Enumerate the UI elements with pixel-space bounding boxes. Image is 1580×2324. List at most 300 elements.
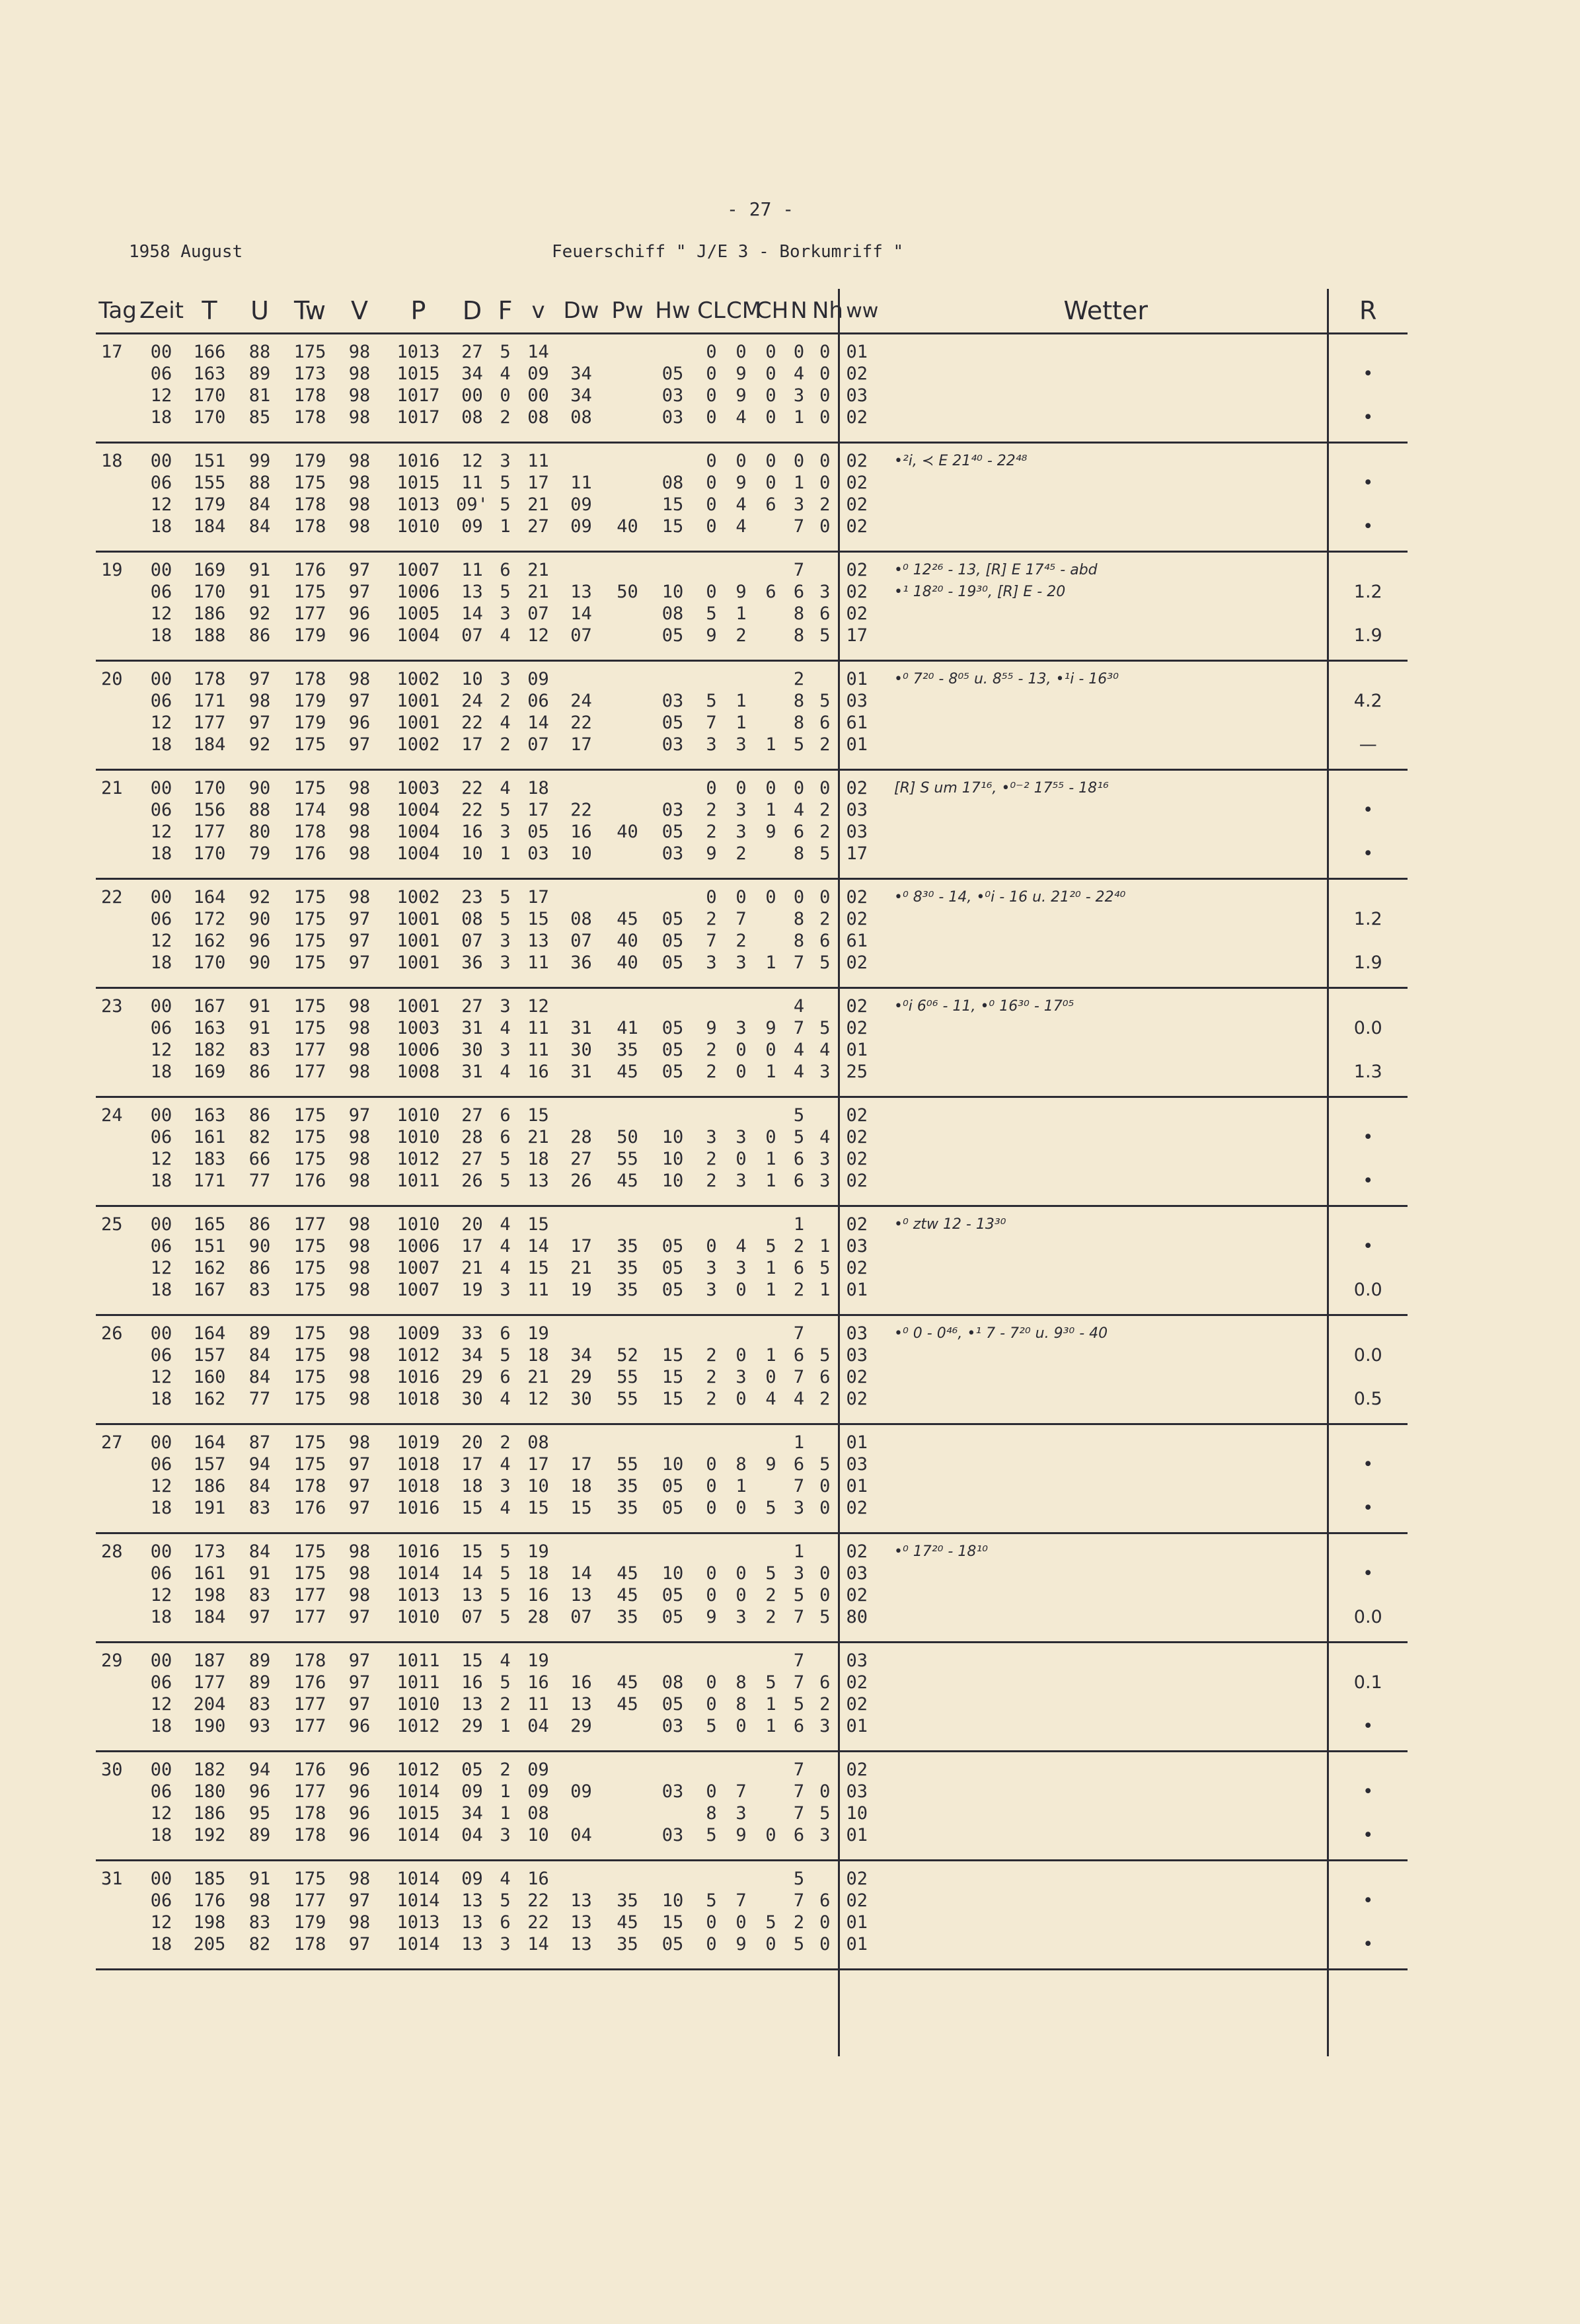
table-row <box>96 1824 1408 1861</box>
cell-dw: 34 <box>570 364 592 384</box>
cell-cl: 0 <box>706 1454 717 1475</box>
cell-n: 6 <box>793 1258 805 1278</box>
cell-d: 31 <box>461 1018 483 1038</box>
cell-hw <box>649 770 696 800</box>
cell-t: 178 <box>193 669 226 689</box>
table-row <box>96 1170 1408 1206</box>
cell-cl <box>696 988 726 1018</box>
cell-p: 1013 <box>396 494 440 515</box>
cell-n: 7 <box>793 1476 805 1496</box>
cell-hw: 10 <box>661 1454 684 1475</box>
cell-r <box>1328 1584 1408 1606</box>
cell-ww: 02 <box>839 1693 885 1715</box>
cell-f: 5 <box>500 1171 511 1191</box>
cell-pw: 55 <box>617 1149 638 1169</box>
cell-r: • <box>1363 1171 1374 1191</box>
cell-v: 97 <box>348 734 371 755</box>
cell-v: 98 <box>348 1236 371 1257</box>
cell-cl: 5 <box>706 603 717 624</box>
cell-tag <box>96 407 139 443</box>
cell-dw: 04 <box>570 1825 592 1845</box>
cell-nh: 5 <box>819 843 831 864</box>
cell-d: 14 <box>461 1563 483 1584</box>
cell-r: • <box>1363 407 1374 428</box>
cell-ch: 0 <box>765 887 776 908</box>
cell-v: 98 <box>348 451 371 471</box>
table-row <box>96 1039 1408 1061</box>
cell-ch <box>756 908 786 930</box>
cell-tag <box>96 734 139 770</box>
cell-v: 96 <box>348 1803 371 1824</box>
cell-dw: 13 <box>570 1694 592 1715</box>
cell-wetter: •⁰ 12²⁶ - 13, [R] E 17⁴⁵ - abd <box>885 552 1328 582</box>
cell-v: 96 <box>348 603 371 624</box>
cell-hw: 05 <box>661 1607 684 1627</box>
cell-zeit: 06 <box>150 1345 172 1366</box>
cell-tag <box>96 1933 139 1970</box>
cell-tw: 175 <box>293 1149 326 1169</box>
cell-u: 89 <box>248 1650 271 1671</box>
cell-tw: 175 <box>293 734 326 755</box>
cell-zeit: 18 <box>150 1825 172 1845</box>
cell-r <box>1328 1257 1408 1279</box>
cell-pw <box>606 472 649 494</box>
cell-n: 4 <box>793 1040 805 1060</box>
table-row <box>96 581 1408 603</box>
table-row <box>96 472 1408 494</box>
cell-ww: 02 <box>839 1890 885 1912</box>
cell-ch: 4 <box>765 1389 776 1409</box>
cell-u: 84 <box>248 494 271 515</box>
cell-pw: 40 <box>617 822 638 842</box>
cell-cm: 1 <box>735 603 747 624</box>
cell-cl: 0 <box>706 364 717 384</box>
cell-cm: 0 <box>735 778 747 798</box>
cell-cm: 7 <box>735 909 747 929</box>
cell-cm <box>726 1861 756 1890</box>
table-row <box>96 1781 1408 1802</box>
table-row <box>96 930 1408 952</box>
cell-ww: 02 <box>839 1097 885 1127</box>
cell-ch: 9 <box>765 1018 776 1038</box>
cell-pw: 52 <box>617 1345 638 1366</box>
cell-p: 1011 <box>396 1672 440 1693</box>
cell-n: 4 <box>793 996 805 1017</box>
cell-tw: 175 <box>293 1236 326 1257</box>
table-row <box>96 1315 1408 1345</box>
cell-hw: 05 <box>661 1062 684 1082</box>
cell-r <box>1328 1643 1408 1672</box>
cell-u: 94 <box>248 1760 271 1780</box>
cell-pw: 45 <box>617 1585 638 1606</box>
cell-wetter <box>885 1344 1328 1366</box>
cell-hw: 05 <box>661 1694 684 1715</box>
cell-v: 96 <box>348 713 371 733</box>
cell-v-speed: 16 <box>527 1869 549 1889</box>
cell-tag <box>96 1693 139 1715</box>
cell-tw: 175 <box>293 1345 326 1366</box>
cell-hw: 05 <box>661 1498 684 1518</box>
table-row <box>96 407 1408 443</box>
cell-u: 91 <box>248 1018 271 1038</box>
table-row <box>96 952 1408 988</box>
cell-pw <box>606 879 649 909</box>
cell-wetter: •⁰ ztw 12 - 13³⁰ <box>885 1206 1328 1236</box>
cell-ww: 01 <box>839 1475 885 1497</box>
table-row <box>96 799 1408 821</box>
cell-pw: 40 <box>617 952 638 973</box>
cell-wetter: •⁰ 8³⁰ - 14, •⁰i - 16 u. 21²⁰ - 22⁴⁰ <box>885 879 1328 909</box>
cell-d: 23 <box>461 887 483 908</box>
cell-tag <box>96 1584 139 1606</box>
cell-f: 3 <box>500 1040 511 1060</box>
cell-tw: 175 <box>293 1018 326 1038</box>
cell-r <box>1328 443 1408 473</box>
cell-t: 176 <box>193 1890 226 1911</box>
cell-u: 83 <box>248 1694 271 1715</box>
cell-pw <box>606 1861 649 1890</box>
cell-r: 0.0 <box>1353 1280 1382 1300</box>
cell-nh <box>812 1861 839 1890</box>
cell-pw: 35 <box>617 1934 638 1955</box>
cell-t: 204 <box>193 1694 226 1715</box>
cell-v: 98 <box>348 1432 371 1453</box>
cell-t: 167 <box>193 1280 226 1300</box>
cell-v: 98 <box>348 669 371 689</box>
cell-d: 26 <box>461 1171 483 1191</box>
cell-tw: 175 <box>293 1127 326 1147</box>
cell-cm <box>726 1315 756 1345</box>
cell-pw <box>606 661 649 691</box>
cell-pw: 45 <box>617 1672 638 1693</box>
cell-tw: 179 <box>293 691 326 711</box>
cell-d: 15 <box>461 1650 483 1671</box>
cell-v-speed: 15 <box>527 1498 549 1518</box>
cell-p: 1001 <box>396 931 440 951</box>
cell-n: 7 <box>793 1323 805 1344</box>
cell-v: 97 <box>348 1694 371 1715</box>
cell-pw: 45 <box>617 1694 638 1715</box>
cell-tag <box>96 1453 139 1475</box>
cell-cm: 4 <box>735 1236 747 1257</box>
cell-f: 4 <box>500 1258 511 1278</box>
cell-t: 177 <box>193 822 226 842</box>
cell-r <box>1328 1097 1408 1127</box>
cell-ch: 0 <box>765 364 776 384</box>
col-header-wetter: Wetter <box>885 289 1328 334</box>
cell-tw: 175 <box>293 473 326 493</box>
cell-zeit: 06 <box>150 1127 172 1147</box>
cell-wetter <box>885 1366 1328 1388</box>
cell-ww: 01 <box>839 1424 885 1454</box>
cell-v-speed: 17 <box>527 1454 549 1475</box>
cell-pw <box>606 1824 649 1861</box>
cell-dw: 07 <box>570 931 592 951</box>
cell-cm: 3 <box>735 1127 747 1147</box>
cell-cl: 0 <box>706 1476 717 1496</box>
cell-d: 34 <box>461 1345 483 1366</box>
cell-tag <box>96 1497 139 1533</box>
cell-t: 182 <box>193 1040 226 1060</box>
col-header-f: F <box>490 289 520 334</box>
cell-cm: 3 <box>735 1258 747 1278</box>
cell-v: 98 <box>348 887 371 908</box>
cell-zeit: 06 <box>150 691 172 711</box>
cell-d: 13 <box>461 1912 483 1933</box>
cell-v-speed: 03 <box>527 843 549 864</box>
cell-p: 1002 <box>396 887 440 908</box>
cell-tw: 176 <box>293 560 326 580</box>
cell-u: 77 <box>248 1171 271 1191</box>
cell-r <box>1328 385 1408 407</box>
cell-n: 5 <box>793 1694 805 1715</box>
cell-n: 7 <box>793 1803 805 1824</box>
cell-cl: 2 <box>706 1367 717 1387</box>
cell-p: 1001 <box>396 996 440 1017</box>
cell-v-speed: 08 <box>527 407 549 428</box>
col-header-pw: Pw <box>606 289 649 334</box>
cell-n: 7 <box>793 1607 805 1627</box>
cell-r: • <box>1363 1454 1374 1475</box>
cell-v: 98 <box>348 800 371 820</box>
cell-v: 96 <box>348 1760 371 1780</box>
cell-cl: 0 <box>706 494 717 515</box>
cell-d: 00 <box>461 385 483 406</box>
cell-t: 162 <box>193 1258 226 1278</box>
cell-cm: 8 <box>735 1454 747 1475</box>
cell-cl: 2 <box>706 1345 717 1366</box>
cell-p: 1017 <box>396 385 440 406</box>
cell-u: 77 <box>248 1389 271 1409</box>
cell-tag <box>96 1279 139 1315</box>
col-header-n: N <box>786 289 812 334</box>
cell-t: 191 <box>193 1498 226 1518</box>
cell-pw: 35 <box>617 1280 638 1300</box>
cell-v-speed: 19 <box>527 1323 549 1344</box>
cell-ww: 01 <box>839 1933 885 1970</box>
cell-ch <box>756 1424 786 1454</box>
cell-u: 84 <box>248 1367 271 1387</box>
cell-cl: 2 <box>706 1171 717 1191</box>
table-row <box>96 363 1408 385</box>
cell-dw: 17 <box>570 1236 592 1257</box>
cell-dw: 08 <box>570 407 592 428</box>
cell-tw: 177 <box>293 1040 326 1060</box>
cell-d: 27 <box>461 1149 483 1169</box>
cell-v: 97 <box>348 1498 371 1518</box>
cell-wetter <box>885 407 1328 443</box>
cell-u: 83 <box>248 1280 271 1300</box>
cell-v-speed: 06 <box>527 691 549 711</box>
table-row <box>96 843 1408 879</box>
cell-zeit: 18 <box>150 516 172 537</box>
table-row <box>96 1533 1408 1563</box>
cell-cm: 0 <box>735 1149 747 1169</box>
cell-pw: 50 <box>617 582 638 602</box>
cell-tag <box>96 1672 139 1693</box>
cell-zeit: 18 <box>150 1607 172 1627</box>
cell-nh: 0 <box>819 407 831 428</box>
cell-f: 2 <box>500 407 511 428</box>
cell-pw <box>606 799 649 821</box>
cell-zeit: 00 <box>150 1869 172 1889</box>
cell-tw: 178 <box>293 407 326 428</box>
cell-cm: 0 <box>735 1040 747 1060</box>
cell-v-speed: 18 <box>527 778 549 798</box>
cell-ch <box>756 988 786 1018</box>
cell-wetter <box>885 1061 1328 1097</box>
cell-ww: 02 <box>839 770 885 800</box>
col-header-r: R <box>1328 289 1408 334</box>
cell-nh: 0 <box>819 1585 831 1606</box>
cell-u: 89 <box>248 1323 271 1344</box>
cell-t: 155 <box>193 473 226 493</box>
cell-cl: 0 <box>706 385 717 406</box>
cell-t: 182 <box>193 1760 226 1780</box>
cell-tag <box>96 1126 139 1148</box>
cell-wetter <box>885 1824 1328 1861</box>
cell-cm: 0 <box>735 451 747 471</box>
cell-zeit: 00 <box>150 669 172 689</box>
cell-nh: 0 <box>819 342 831 362</box>
cell-wetter <box>885 1606 1328 1643</box>
cell-d: 08 <box>461 407 483 428</box>
table-row <box>96 661 1408 691</box>
cell-u: 90 <box>248 909 271 929</box>
cell-f: 3 <box>500 1934 511 1955</box>
cell-hw: 03 <box>661 385 684 406</box>
cell-f: 5 <box>500 800 511 820</box>
cell-f: 6 <box>500 1323 511 1344</box>
col-header-ww: ww <box>839 289 885 334</box>
cell-ch: 0 <box>765 778 776 798</box>
cell-hw <box>649 1533 696 1563</box>
cell-wetter <box>885 1693 1328 1715</box>
cell-ch: 1 <box>765 1062 776 1082</box>
cell-ww: 03 <box>839 1315 885 1345</box>
cell-f: 4 <box>500 1498 511 1518</box>
table-row <box>96 516 1408 552</box>
cell-tag: 21 <box>101 778 123 798</box>
cell-pw <box>606 712 649 734</box>
cell-cm: 0 <box>735 1912 747 1933</box>
cell-wetter <box>885 1424 1328 1454</box>
cell-v-speed: 15 <box>527 1258 549 1278</box>
cell-dw <box>556 1206 606 1236</box>
cell-tag: 25 <box>101 1214 123 1235</box>
cell-dw <box>556 1643 606 1672</box>
cell-r <box>1328 712 1408 734</box>
cell-d: 16 <box>461 1672 483 1693</box>
cell-ww: 02 <box>839 1861 885 1890</box>
cell-u: 85 <box>248 407 271 428</box>
cell-d: 20 <box>461 1214 483 1235</box>
cell-wetter <box>885 908 1328 930</box>
cell-t: 163 <box>193 364 226 384</box>
cell-pw: 41 <box>617 1018 638 1038</box>
cell-t: 170 <box>193 843 226 864</box>
cell-ch <box>756 690 786 712</box>
cell-v-speed: 11 <box>527 1018 549 1038</box>
cell-t: 172 <box>193 909 226 929</box>
cell-dw: 30 <box>570 1389 592 1409</box>
col-header-nh: Nh <box>812 289 839 334</box>
cell-ww: 02 <box>839 581 885 603</box>
cell-nh <box>812 661 839 691</box>
cell-tw: 175 <box>293 1563 326 1584</box>
cell-hw: 03 <box>661 843 684 864</box>
cell-pw <box>606 1315 649 1345</box>
cell-v: 97 <box>348 1890 371 1911</box>
cell-u: 88 <box>248 473 271 493</box>
cell-u: 84 <box>248 516 271 537</box>
col-header-cm: CM <box>726 289 756 334</box>
cell-hw: 05 <box>661 1236 684 1257</box>
cell-tag <box>96 625 139 661</box>
cell-f: 2 <box>500 1760 511 1780</box>
cell-zeit: 12 <box>150 931 172 951</box>
cell-zeit: 00 <box>150 887 172 908</box>
cell-n: 8 <box>793 909 805 929</box>
cell-t: 170 <box>193 385 226 406</box>
cell-tag <box>96 1824 139 1861</box>
cell-cl: 9 <box>706 1018 717 1038</box>
cell-f: 3 <box>500 1280 511 1300</box>
cell-hw <box>649 988 696 1018</box>
cell-cm: 0 <box>735 1062 747 1082</box>
cell-v-speed: 12 <box>527 996 549 1017</box>
cell-cm: 9 <box>735 364 747 384</box>
cell-ww: 02 <box>839 494 885 516</box>
cell-f: 1 <box>500 1781 511 1802</box>
cell-zeit: 06 <box>150 1018 172 1038</box>
table-row <box>96 385 1408 407</box>
cell-hw: 05 <box>661 1040 684 1060</box>
cell-ww: 03 <box>839 1781 885 1802</box>
cell-u: 82 <box>248 1934 271 1955</box>
cell-cl: 5 <box>706 691 717 711</box>
cell-t: 183 <box>193 1149 226 1169</box>
cell-ch: 5 <box>765 1236 776 1257</box>
cell-d: 17 <box>461 734 483 755</box>
cell-cl: 8 <box>706 1803 717 1824</box>
cell-d: 17 <box>461 1454 483 1475</box>
cell-f: 5 <box>500 909 511 929</box>
cell-ch: 9 <box>765 822 776 842</box>
cell-ww: 02 <box>839 1206 885 1236</box>
cell-wetter <box>885 952 1328 988</box>
cell-t: 169 <box>193 560 226 580</box>
cell-tw: 177 <box>293 1716 326 1736</box>
cell-wetter <box>885 821 1328 843</box>
cell-dw: 31 <box>570 1018 592 1038</box>
cell-cm: 0 <box>735 342 747 362</box>
cell-cm: 3 <box>735 1607 747 1627</box>
cell-r: 1.9 <box>1353 952 1382 973</box>
cell-r: • <box>1363 1825 1374 1845</box>
cell-ww: 02 <box>839 1584 885 1606</box>
cell-hw: 03 <box>661 691 684 711</box>
cell-cm: 3 <box>735 734 747 755</box>
cell-tag: 26 <box>101 1323 123 1344</box>
cell-pw <box>606 843 649 879</box>
cell-cl: 0 <box>706 582 717 602</box>
cell-tw: 178 <box>293 1803 326 1824</box>
cell-tw: 177 <box>293 1062 326 1082</box>
cell-v-speed: 18 <box>527 1563 549 1584</box>
cell-cl: 0 <box>706 1563 717 1584</box>
cell-ww: 02 <box>839 407 885 443</box>
